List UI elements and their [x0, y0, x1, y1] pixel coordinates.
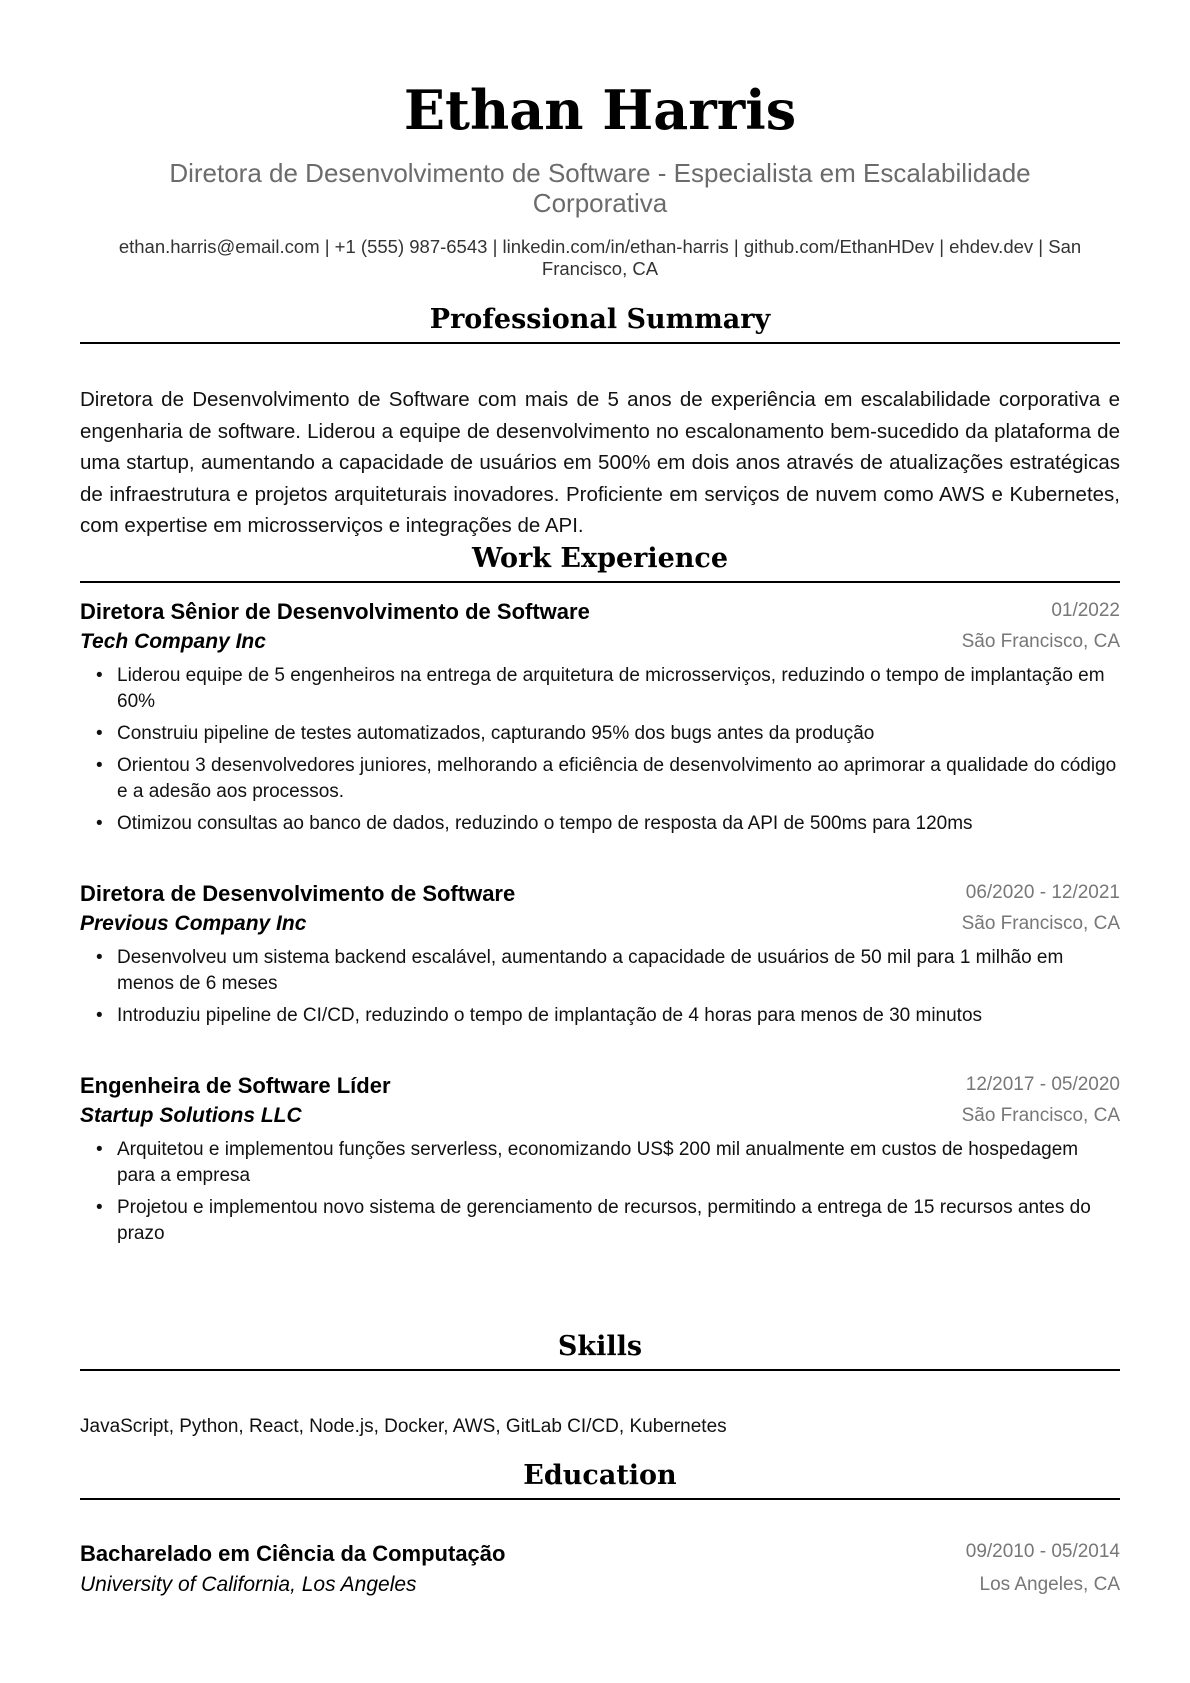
section-divider [80, 1369, 1120, 1371]
education-date: 09/2010 - 05/2014 [965, 1541, 1120, 1562]
job-bullet: • Projetou e implementou novo sistema de gerenciamento de recursos, permitindo a entrega de 15 recursos antes do prazo [80, 1195, 1120, 1247]
job-location: São Francisco, CA [961, 1105, 1120, 1126]
skills-list: JavaScript, Python, React, Node.js, Docker, AWS, GitLab CI/CD, Kubernetes [80, 1416, 727, 1437]
job-bullet: • Arquitetou e implementou funções serverless, economizando US$ 200 mil anualmente em custos de hospedagem para a empresa [80, 1137, 1120, 1189]
job-entry [80, 879, 1120, 1035]
job-bullets [80, 1137, 1120, 1247]
job-entry [80, 1071, 1120, 1253]
summary-text: Diretora de Desenvolvimento de Software com mais de 5 anos de experiência em escalabilidade corporativa e engenharia de software. Liderou a equipe de desenvolvimento no escalonamento bem-sucedido da plataforma de uma startup, aumentando a capacidade de usuários em 500% em dois anos através de atualizações estratégicas de infraestrutura e projetos arquiteturais inovadores. Proficiente em serviços de nuvem como AWS e Kubernetes, com expertise em microsserviços e integrações de API. [80, 388, 1120, 537]
job-company: Tech Company Inc [80, 630, 266, 653]
job-entry [80, 597, 1120, 843]
job-bullet: • Introduziu pipeline de CI/CD, reduzindo o tempo de implantação de 4 horas para menos de 30 minutos [80, 1003, 1120, 1029]
job-location: São Francisco, CA [961, 913, 1120, 934]
section-title-education: Education [523, 1460, 677, 1491]
resume-header [80, 78, 1120, 280]
job-title: Diretora de Desenvolvimento de Software [80, 881, 516, 906]
contact-info: ethan.harris@email.com | +1 (555) 987-6543 | linkedin.com/in/ethan-harris | github.com/EthanHDev | ehdev.dev | San Francisco, CA [118, 236, 1082, 279]
job-bullets [80, 945, 1120, 1029]
section-divider [80, 1498, 1120, 1500]
candidate-tagline: Diretora de Desenvolvimento de Software - Especialista em Escalabilidade Corporativa [169, 158, 1031, 218]
job-title: Diretora Sênior de Desenvolvimento de Software [80, 599, 590, 624]
job-bullet: • Desenvolveu um sistema backend escalável, aumentando a capacidade de usuários de 50 mil para 1 milhão em menos de 6 meses [80, 945, 1120, 997]
job-company: Startup Solutions LLC [80, 1104, 302, 1127]
job-bullet: • Construiu pipeline de testes automatizados, capturando 95% dos bugs antes da produção [80, 721, 1120, 747]
job-bullet: • Orientou 3 desenvolvedores juniores, melhorando a eficiência de desenvolvimento ao aprimorar a qualidade do código e a adesão aos processos. [80, 753, 1120, 805]
section-title-skills: Skills [557, 1331, 643, 1362]
job-bullet: • Otimizou consultas ao banco de dados, reduzindo o tempo de resposta da API de 500ms para 120ms [80, 811, 1120, 837]
section-divider [80, 581, 1120, 583]
candidate-name: Ethan Harris [403, 78, 797, 142]
job-date: 12/2017 - 05/2020 [965, 1074, 1120, 1095]
section-title-summary: Professional Summary [429, 304, 771, 335]
education-school: University of California, Los Angeles [80, 1573, 417, 1596]
section-title-experience: Work Experience [471, 543, 729, 574]
job-bullets [80, 663, 1120, 837]
job-title: Engenheira de Software Líder [80, 1073, 391, 1098]
job-company: Previous Company Inc [80, 912, 307, 935]
job-date: 01/2022 [1051, 600, 1120, 621]
education-degree: Bacharelado em Ciência da Computação [80, 1541, 506, 1566]
job-bullet: • Liderou equipe de 5 engenheiros na entrega de arquitetura de microsserviços, reduzindo o tempo de implantação em 60% [80, 663, 1120, 715]
job-location: São Francisco, CA [961, 631, 1120, 652]
section-divider [80, 342, 1120, 344]
education-entry [80, 1538, 1120, 1600]
job-date: 06/2020 - 12/2021 [965, 882, 1120, 903]
education-location: Los Angeles, CA [979, 1574, 1120, 1595]
